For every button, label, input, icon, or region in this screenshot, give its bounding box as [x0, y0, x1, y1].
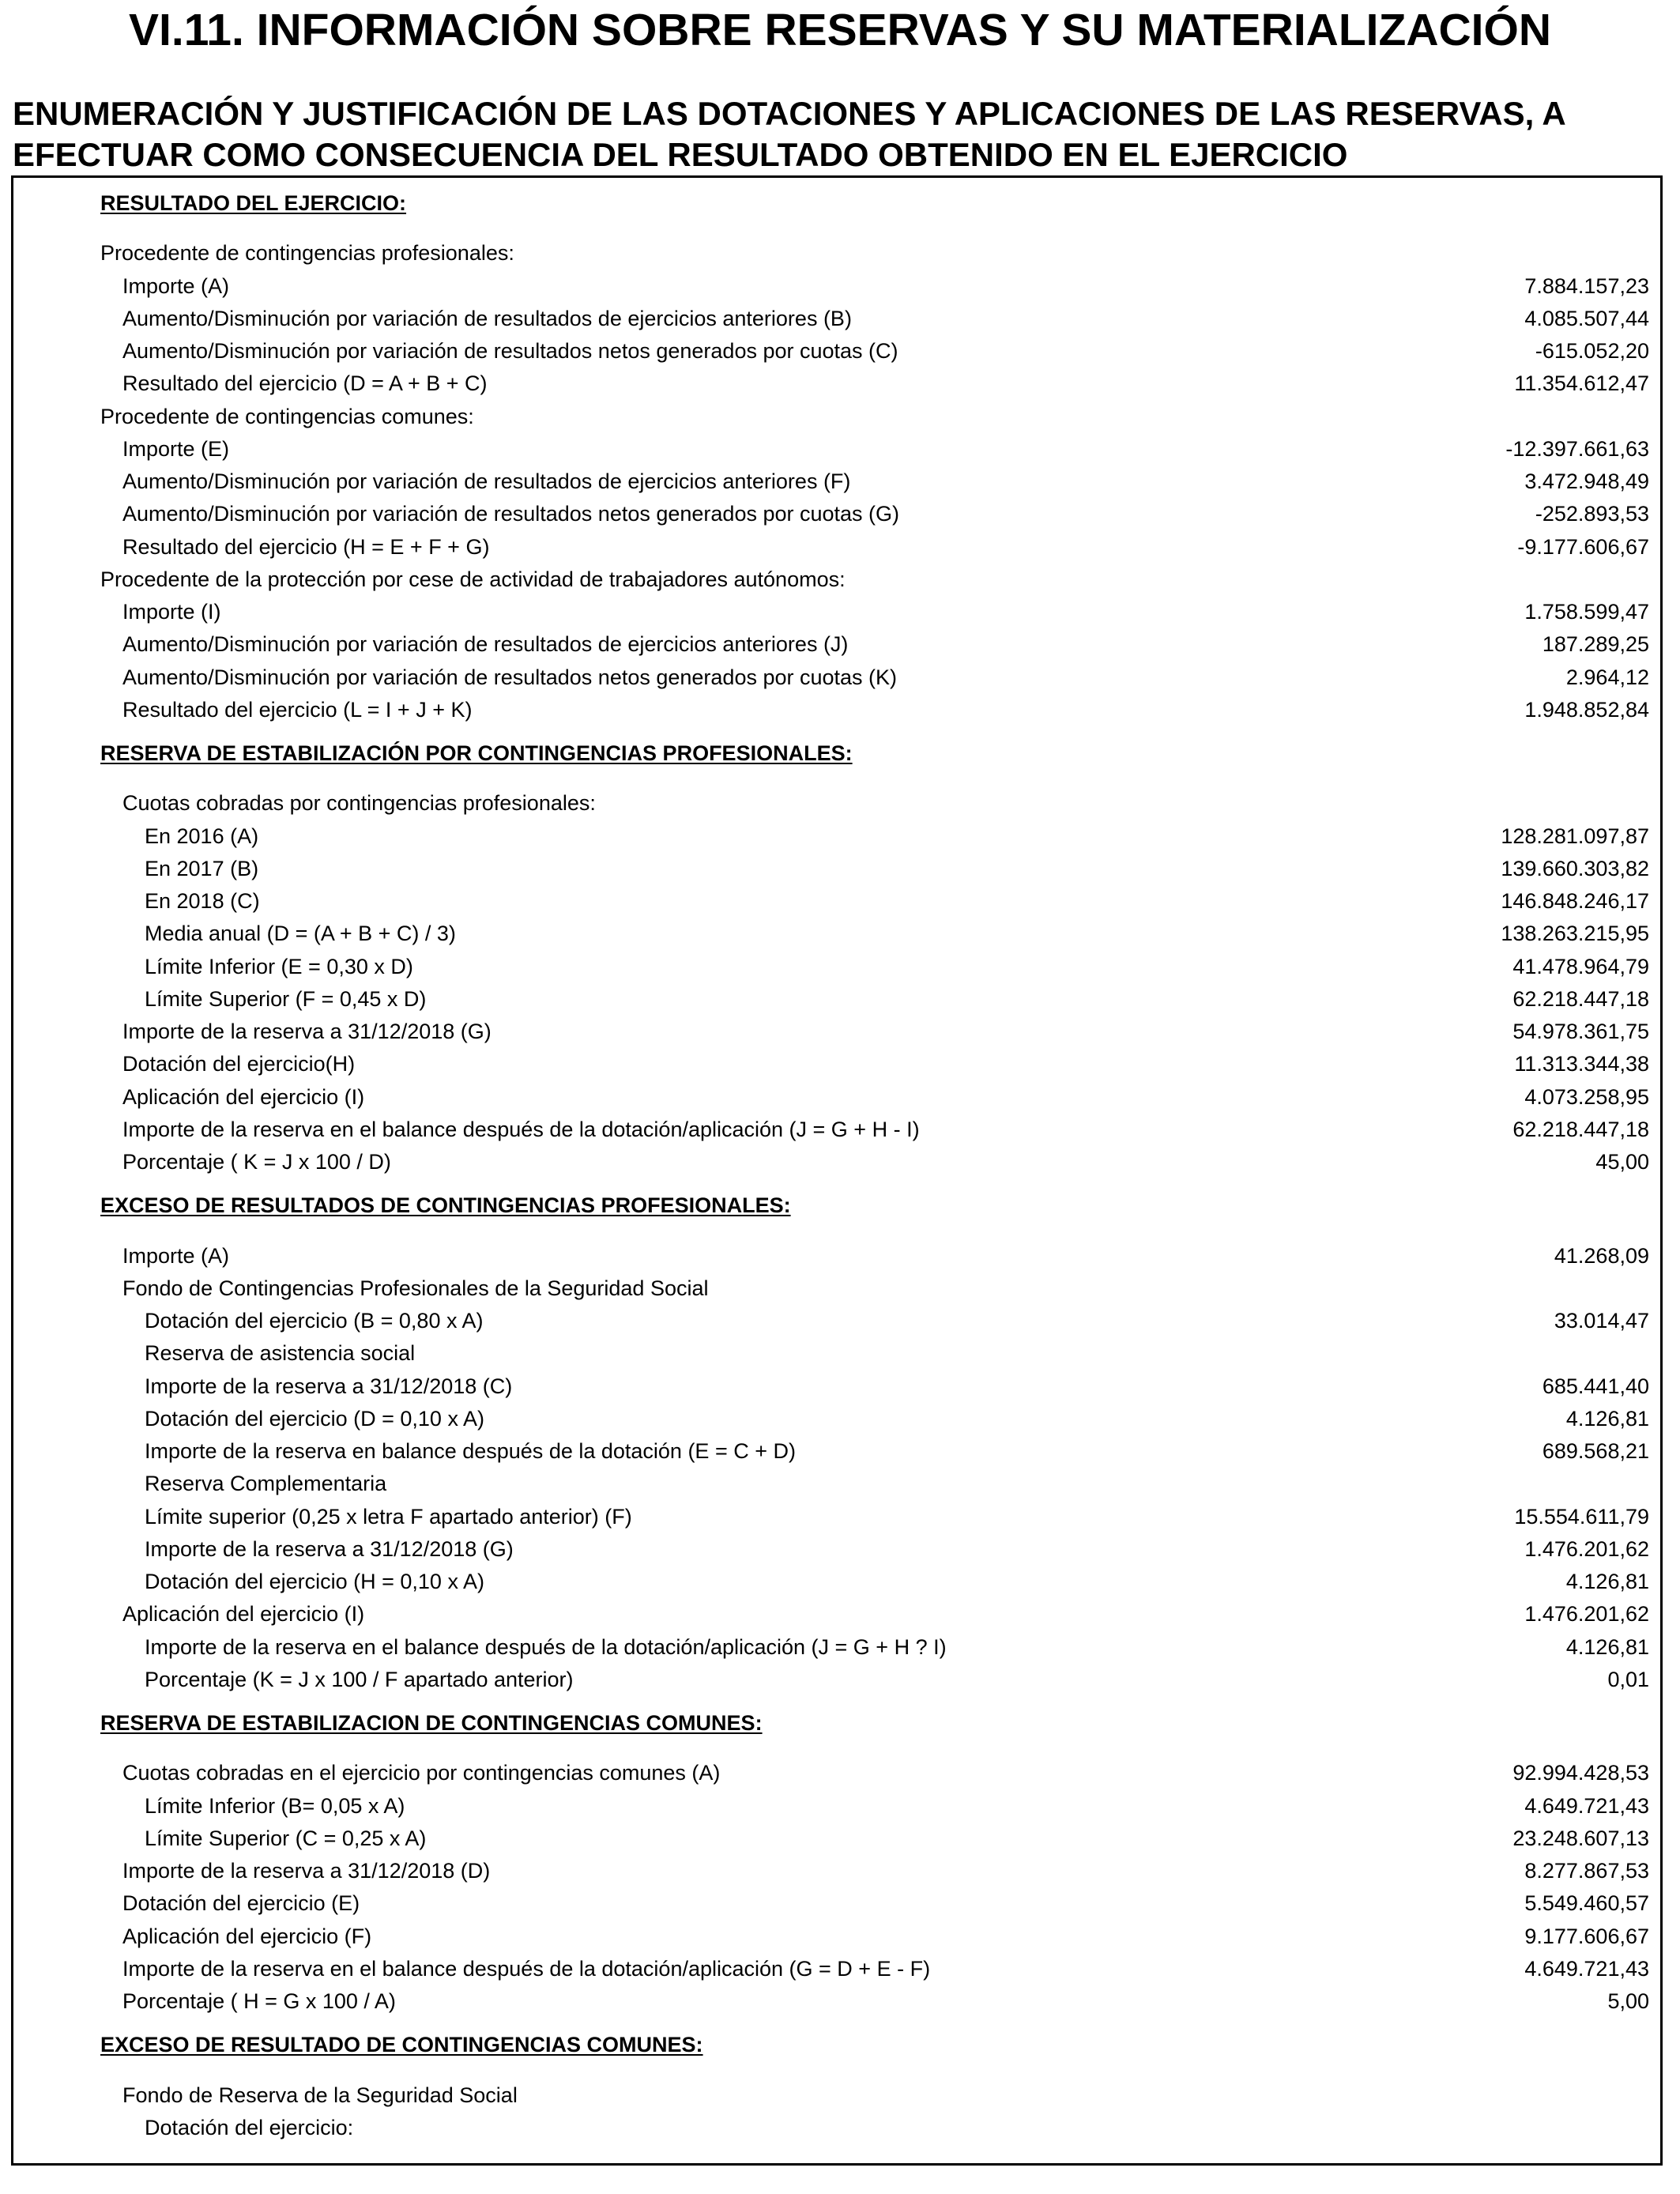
subtitle-line-2: EFECTUAR COMO CONSECUENCIA DEL RESULTADO OBTENIDO EN EL EJERCICIO	[13, 136, 1348, 173]
row-amount: 8.277.867,53	[1524, 1859, 1649, 1883]
table-row	[13, 564, 1660, 596]
row-amount: 23.248.607,13	[1512, 1826, 1649, 1850]
row-amount: 41.478.964,79	[1512, 955, 1649, 978]
section-heading-label: RESERVA DE ESTABILIZACION DE CONTINGENCIAS COMUNES:	[100, 1711, 763, 1735]
table-row	[13, 1081, 1660, 1114]
row-label: Porcentaje ( K = J x 100 / D)	[122, 1150, 391, 1174]
table-row	[13, 1016, 1660, 1048]
row-amount: 62.218.447,18	[1512, 1118, 1649, 1141]
row-label: Importe de la reserva a 31/12/2018 (G)	[145, 1537, 514, 1561]
row-label: Límite Superior (F = 0,45 x D)	[145, 987, 427, 1011]
row-label: Dotación del ejercicio (D = 0,10 x A)	[145, 1407, 484, 1431]
row-amount: 4.649.721,43	[1524, 1957, 1649, 1981]
table-row	[13, 662, 1660, 694]
row-label: Reserva Complementaria	[145, 1472, 387, 1495]
row-label: Aumento/Disminución por variación de resultados netos generados por cuotas (K)	[122, 665, 898, 689]
table-row	[13, 1240, 1660, 1272]
row-label: Importe de la reserva en el balance después de la dotación/aplicación (J = G + H - I)	[122, 1118, 920, 1141]
row-label: Importe de la reserva en el balance después de la dotación/aplicación (G = D + E - F)	[122, 1957, 931, 1981]
table-row	[13, 1566, 1660, 1598]
row-label: Dotación del ejercicio(H)	[122, 1052, 356, 1076]
row-label: Reserva de asistencia social	[145, 1341, 416, 1365]
row-amount: 1.948.852,84	[1524, 698, 1649, 722]
table-row	[13, 368, 1660, 400]
row-label: Procedente de la protección por cese de actividad de trabajadores autónomos:	[100, 567, 846, 591]
row-label: Límite Inferior (E = 0,30 x D)	[145, 955, 413, 978]
table-row	[13, 820, 1660, 853]
table-row	[13, 1855, 1660, 1887]
row-label: Aumento/Disminución por variación de resultados de ejercicios anteriores (B)	[122, 307, 852, 330]
row-label: Dotación del ejercicio (H = 0,10 x A)	[145, 1570, 484, 1593]
table-row	[13, 918, 1660, 950]
row-label: Resultado del ejercicio (L = I + J + K)	[122, 698, 473, 722]
row-label: Porcentaje (K = J x 100 / F apartado anterior)	[145, 1668, 574, 1691]
row-label: Importe de la reserva a 31/12/2018 (C)	[145, 1374, 513, 1398]
row-label: En 2016 (A)	[145, 824, 259, 848]
section-heading	[13, 737, 1660, 770]
row-label: Procedente de contingencias profesionales:	[100, 241, 514, 265]
row-label: Fondo de Reserva de la Seguridad Social	[122, 2083, 518, 2107]
row-label: Fondo de Contingencias Profesionales de la Seguridad Social	[122, 1276, 709, 1300]
section-heading-label: EXCESO DE RESULTADO DE CONTINGENCIAS COMUNES:	[100, 2033, 703, 2056]
table-row	[13, 2112, 1660, 2144]
row-amount: 4.126,81	[1565, 1570, 1649, 1593]
table-row	[13, 1114, 1660, 1146]
section-heading	[13, 1707, 1660, 1740]
table-row	[13, 885, 1660, 918]
table-row	[13, 1757, 1660, 1789]
row-amount: -252.893,53	[1535, 502, 1649, 526]
table-row	[13, 1790, 1660, 1823]
section-heading-label: RESULTADO DEL EJERCICIO:	[100, 191, 407, 215]
table-row	[13, 1435, 1660, 1468]
row-amount: 139.660.303,82	[1501, 857, 1649, 880]
table-row	[13, 531, 1660, 564]
table-row	[13, 1598, 1660, 1630]
row-label: Importe (A)	[122, 274, 230, 298]
table-row	[13, 237, 1660, 270]
row-amount: 689.568,21	[1542, 1439, 1649, 1463]
row-label: Resultado del ejercicio (D = A + B + C)	[122, 371, 488, 395]
table-row	[13, 1953, 1660, 1985]
row-label: Límite superior (0,25 x letra F apartado anterior) (F)	[145, 1505, 632, 1529]
row-amount: 128.281.097,87	[1501, 824, 1649, 848]
section-heading	[13, 1189, 1660, 1222]
row-amount: 187.289,25	[1542, 632, 1649, 656]
row-label: Cuotas cobradas en el ejercicio por contingencias comunes (A)	[122, 1761, 721, 1785]
row-label: Importe (A)	[122, 1244, 230, 1268]
row-label: Importe (E)	[122, 437, 230, 461]
table-row	[13, 433, 1660, 466]
section-heading	[13, 187, 1660, 220]
table-row	[13, 1146, 1660, 1178]
row-amount: 3.472.948,49	[1524, 469, 1649, 493]
row-label: Aumento/Disminución por variación de resultados netos generados por cuotas (G)	[122, 502, 900, 526]
table-row	[13, 983, 1660, 1016]
row-amount: 7.884.157,23	[1524, 274, 1649, 298]
table-row	[13, 303, 1660, 335]
row-amount: 54.978.361,75	[1512, 1020, 1649, 1043]
row-amount: 41.268,09	[1554, 1244, 1649, 1268]
row-label: Importe de la reserva a 31/12/2018 (D)	[122, 1859, 491, 1883]
table-row	[13, 1403, 1660, 1435]
row-amount: 11.313.344,38	[1514, 1052, 1649, 1076]
row-amount: 138.263.215,95	[1501, 922, 1649, 945]
row-amount: 2.964,12	[1565, 665, 1649, 689]
row-amount: 1.476.201,62	[1524, 1602, 1649, 1626]
row-amount: 4.073.258,95	[1524, 1085, 1649, 1109]
table-row	[13, 1048, 1660, 1080]
row-label: Procedente de contingencias comunes:	[100, 405, 474, 428]
table-row	[13, 596, 1660, 628]
reserves-table-frame	[11, 175, 1663, 2166]
row-amount: 4.126,81	[1565, 1635, 1649, 1659]
row-amount: 4.085.507,44	[1524, 307, 1649, 330]
row-label: Dotación del ejercicio (E)	[122, 1891, 360, 1915]
table-row	[13, 1887, 1660, 1920]
row-amount: 146.848.246,17	[1501, 889, 1649, 913]
table-row	[13, 270, 1660, 303]
row-label: Aplicación del ejercicio (I)	[122, 1602, 365, 1626]
subtitle-line-1: ENUMERACIÓN Y JUSTIFICACIÓN DE LAS DOTACIONES Y APLICACIONES DE LAS RESERVAS, A	[13, 95, 1566, 132]
table-row	[13, 1921, 1660, 1953]
row-label: Aplicación del ejercicio (F)	[122, 1924, 372, 1948]
section-heading	[13, 2029, 1660, 2061]
section-subtitle	[13, 93, 1672, 175]
table-row	[13, 2079, 1660, 2112]
row-amount: 4.649.721,43	[1524, 1794, 1649, 1818]
section-heading-label: EXCESO DE RESULTADOS DE CONTINGENCIAS PROFESIONALES:	[100, 1193, 791, 1217]
row-label: Porcentaje ( H = G x 100 / A)	[122, 1989, 396, 2013]
table-row	[13, 1533, 1660, 1566]
row-amount: 92.994.428,53	[1512, 1761, 1649, 1785]
row-amount: 1.476.201,62	[1524, 1537, 1649, 1561]
row-label: Importe (I)	[122, 600, 221, 624]
table-row	[13, 694, 1660, 726]
row-amount: 9.177.606,67	[1524, 1924, 1649, 1948]
row-amount: 62.218.447,18	[1512, 987, 1649, 1011]
row-amount: 33.014,47	[1554, 1309, 1649, 1333]
table-row	[13, 1501, 1660, 1533]
row-label: Importe de la reserva en el balance después de la dotación/aplicación (J = G + H ? I)	[145, 1635, 947, 1659]
row-amount: -12.397.661,63	[1505, 437, 1649, 461]
row-label: Dotación del ejercicio:	[145, 2116, 354, 2139]
row-label: Media anual (D = (A + B + C) / 3)	[145, 922, 456, 945]
table-row	[13, 951, 1660, 983]
row-amount: 15.554.611,79	[1514, 1505, 1649, 1529]
row-amount: 685.441,40	[1542, 1374, 1649, 1398]
row-label: Aumento/Disminución por variación de resultados de ejercicios anteriores (F)	[122, 469, 851, 493]
row-amount: 4.126,81	[1565, 1407, 1649, 1431]
row-amount: 1.758.599,47	[1524, 600, 1649, 624]
row-label: Aumento/Disminución por variación de resultados netos generados por cuotas (C)	[122, 339, 898, 363]
row-label: Resultado del ejercicio (H = E + F + G)	[122, 535, 490, 559]
table-row	[13, 1631, 1660, 1664]
table-row	[13, 1823, 1660, 1855]
row-amount: 11.354.612,47	[1514, 371, 1649, 395]
table-row	[13, 628, 1660, 661]
table-row	[13, 1468, 1660, 1500]
table-row	[13, 498, 1660, 530]
row-label: Límite Inferior (B= 0,05 x A)	[145, 1794, 405, 1818]
row-amount: -615.052,20	[1535, 339, 1649, 363]
page-title: VI.11. INFORMACIÓN SOBRE RESERVAS Y SU MATERIALIZACIÓN	[129, 5, 1551, 55]
row-label: Aumento/Disminución por variación de resultados de ejercicios anteriores (J)	[122, 632, 849, 656]
table-row	[13, 787, 1660, 820]
row-amount: -9.177.606,67	[1517, 535, 1649, 559]
table-row	[13, 1305, 1660, 1337]
row-amount: 0,01	[1607, 1668, 1649, 1691]
row-label: Aplicación del ejercicio (I)	[122, 1085, 365, 1109]
row-label: En 2018 (C)	[145, 889, 260, 913]
row-amount: 5.549.460,57	[1524, 1891, 1649, 1915]
table-row	[13, 1370, 1660, 1403]
table-row	[13, 1985, 1660, 2018]
table-row	[13, 1272, 1660, 1305]
row-label: Cuotas cobradas por contingencias profesionales:	[122, 791, 596, 815]
row-label: Importe de la reserva en balance después de la dotación (E = C + D)	[145, 1439, 796, 1463]
table-row	[13, 335, 1660, 368]
row-amount: 5,00	[1607, 1989, 1649, 2013]
row-label: En 2017 (B)	[145, 857, 259, 880]
row-label: Dotación del ejercicio (B = 0,80 x A)	[145, 1309, 484, 1333]
table-row	[13, 1664, 1660, 1696]
table-row	[13, 401, 1660, 433]
row-amount: 45,00	[1595, 1150, 1649, 1174]
section-heading-label: RESERVA DE ESTABILIZACIÓN POR CONTINGENCIAS PROFESIONALES:	[100, 741, 853, 765]
row-label: Límite Superior (C = 0,25 x A)	[145, 1826, 427, 1850]
table-row	[13, 853, 1660, 885]
table-row	[13, 466, 1660, 498]
row-label: Importe de la reserva a 31/12/2018 (G)	[122, 1020, 492, 1043]
table-row	[13, 1337, 1660, 1370]
